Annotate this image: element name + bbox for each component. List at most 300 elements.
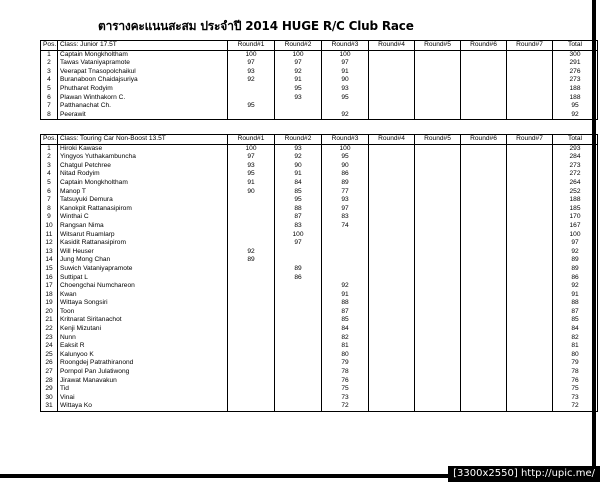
round4-cell	[369, 265, 415, 274]
driver-name-cell: Manop T	[58, 188, 228, 197]
round4-cell	[369, 144, 415, 153]
round2-cell	[275, 256, 322, 265]
round5-cell	[415, 59, 461, 68]
round4-cell	[369, 94, 415, 103]
round4-cell	[369, 76, 415, 85]
round6-cell	[461, 68, 507, 77]
driver-name-cell: Phutharet Rodyim	[58, 85, 228, 94]
total-cell: 79	[553, 359, 598, 368]
round7-cell	[507, 179, 553, 188]
round5-cell	[415, 144, 461, 153]
total-cell: 89	[553, 265, 598, 274]
round3-cell: 72	[322, 402, 369, 411]
total-cell: 276	[553, 68, 598, 77]
round5-cell	[415, 76, 461, 85]
total-header: Total	[553, 41, 598, 51]
table-row	[41, 291, 598, 300]
round5-cell	[415, 239, 461, 248]
round2-cell	[275, 111, 322, 120]
total-cell: 80	[553, 351, 598, 360]
round1-header: Round#1	[228, 41, 275, 51]
round6-cell	[461, 248, 507, 257]
round3-cell: 77	[322, 188, 369, 197]
pos-cell: 10	[41, 222, 58, 231]
round1-cell	[228, 402, 275, 411]
table-row	[41, 248, 598, 257]
pos-cell: 5	[41, 85, 58, 94]
round2-cell: 87	[275, 213, 322, 222]
round5-cell	[415, 316, 461, 325]
round1-cell	[228, 94, 275, 103]
round2-cell: 97	[275, 59, 322, 68]
round5-cell	[415, 308, 461, 317]
round1-cell: 90	[228, 188, 275, 197]
round6-cell	[461, 196, 507, 205]
round2-header: Round#2	[275, 41, 322, 51]
round5-cell	[415, 111, 461, 120]
round1-cell	[228, 213, 275, 222]
round5-cell	[415, 368, 461, 377]
round1-cell	[228, 342, 275, 351]
round4-cell	[369, 342, 415, 351]
round7-cell	[507, 274, 553, 283]
round6-cell	[461, 102, 507, 111]
table-row	[41, 196, 598, 205]
driver-name-cell: Tid	[58, 385, 228, 394]
round5-cell	[415, 394, 461, 403]
round4-cell	[369, 248, 415, 257]
round5-cell	[415, 377, 461, 386]
round6-cell	[461, 377, 507, 386]
driver-name-cell: Wittaya Ko	[58, 402, 228, 411]
round1-cell: 100	[228, 50, 275, 59]
total-cell: 88	[553, 299, 598, 308]
round3-cell: 91	[322, 291, 369, 300]
round5-cell	[415, 222, 461, 231]
driver-name-cell: Captain Mongkholtham	[58, 50, 228, 59]
driver-name-cell: Vinai	[58, 394, 228, 403]
round1-cell: 93	[228, 162, 275, 171]
round7-cell	[507, 50, 553, 59]
table-row	[41, 188, 598, 197]
round4-cell	[369, 179, 415, 188]
round3-cell: 100	[322, 50, 369, 59]
round1-cell: 93	[228, 68, 275, 77]
round4-cell	[369, 196, 415, 205]
total-cell: 188	[553, 85, 598, 94]
page-title: ตารางคะแนนสะสม ประจำปี 2014 HUGE R/C Club Race	[98, 19, 414, 33]
round3-cell	[322, 248, 369, 257]
round5-cell	[415, 213, 461, 222]
round2-cell: 86	[275, 274, 322, 283]
round7-cell	[507, 377, 553, 386]
driver-name-cell: Eaksit R	[58, 342, 228, 351]
round3-cell: 92	[322, 282, 369, 291]
total-cell: 273	[553, 162, 598, 171]
driver-name-cell: Will Heuser	[58, 248, 228, 257]
table-row	[41, 325, 598, 334]
round5-cell	[415, 265, 461, 274]
round6-cell	[461, 351, 507, 360]
total-cell: 272	[553, 170, 598, 179]
round2-cell	[275, 359, 322, 368]
round4-cell	[369, 102, 415, 111]
driver-name-cell: Jirawat Manavakun	[58, 377, 228, 386]
total-cell: 300	[553, 50, 598, 59]
round7-cell	[507, 170, 553, 179]
total-cell: 188	[553, 196, 598, 205]
round6-cell	[461, 188, 507, 197]
round6-cell	[461, 359, 507, 368]
round6-cell	[461, 334, 507, 343]
total-cell: 273	[553, 76, 598, 85]
round7-cell	[507, 316, 553, 325]
table-row	[41, 265, 598, 274]
round1-cell: 95	[228, 102, 275, 111]
total-cell: 100	[553, 231, 598, 240]
round2-cell	[275, 394, 322, 403]
pos-header: Pos.	[41, 41, 58, 51]
round1-cell	[228, 196, 275, 205]
total-cell: 86	[553, 274, 598, 283]
round5-cell	[415, 188, 461, 197]
round5-cell	[415, 179, 461, 188]
round7-cell	[507, 394, 553, 403]
driver-name-cell: Toon	[58, 308, 228, 317]
round1-cell	[228, 351, 275, 360]
round5-cell	[415, 205, 461, 214]
table-row	[41, 76, 598, 85]
round4-cell	[369, 85, 415, 94]
round5-cell	[415, 248, 461, 257]
round2-cell: 95	[275, 196, 322, 205]
round3-cell: 97	[322, 59, 369, 68]
round7-cell	[507, 196, 553, 205]
total-cell: 89	[553, 256, 598, 265]
driver-name-cell: Veerapat Tnasopolchaikul	[58, 68, 228, 77]
round2-cell	[275, 308, 322, 317]
table-row	[41, 316, 598, 325]
round6-cell	[461, 144, 507, 153]
round7-cell	[507, 256, 553, 265]
driver-name-cell: Kritnarat Siritanachot	[58, 316, 228, 325]
round3-cell: 80	[322, 351, 369, 360]
round4-cell	[369, 256, 415, 265]
table-row	[41, 153, 598, 162]
pos-cell: 26	[41, 359, 58, 368]
round4-cell	[369, 111, 415, 120]
round3-cell: 84	[322, 325, 369, 334]
total-cell: 92	[553, 248, 598, 257]
round6-cell	[461, 282, 507, 291]
round2-cell: 93	[275, 144, 322, 153]
pos-cell: 31	[41, 402, 58, 411]
round3-cell: 86	[322, 170, 369, 179]
table-row	[41, 342, 598, 351]
pos-cell: 5	[41, 179, 58, 188]
pos-cell: 20	[41, 308, 58, 317]
round5-header: Round#5	[415, 41, 461, 51]
pos-cell: 18	[41, 291, 58, 300]
round6-cell	[461, 59, 507, 68]
pos-cell: 15	[41, 265, 58, 274]
round5-cell	[415, 94, 461, 103]
round1-cell: 97	[228, 59, 275, 68]
round6-cell	[461, 368, 507, 377]
table-row	[41, 162, 598, 171]
total-cell: 97	[553, 239, 598, 248]
pos-cell: 8	[41, 205, 58, 214]
round5-cell	[415, 85, 461, 94]
round7-cell	[507, 68, 553, 77]
table-row	[41, 213, 598, 222]
round7-header: Round#7	[507, 135, 553, 145]
round2-cell: 84	[275, 179, 322, 188]
pos-cell: 4	[41, 76, 58, 85]
total-cell: 82	[553, 334, 598, 343]
round2-cell: 92	[275, 68, 322, 77]
round1-cell	[228, 385, 275, 394]
round1-cell: 100	[228, 144, 275, 153]
round4-cell	[369, 316, 415, 325]
round1-cell: 91	[228, 179, 275, 188]
table-row	[41, 102, 598, 111]
round4-cell	[369, 334, 415, 343]
round1-cell: 92	[228, 248, 275, 257]
round7-cell	[507, 231, 553, 240]
round6-cell	[461, 76, 507, 85]
round7-cell	[507, 385, 553, 394]
round4-cell	[369, 359, 415, 368]
round4-cell	[369, 170, 415, 179]
round7-cell	[507, 359, 553, 368]
pos-cell: 13	[41, 248, 58, 257]
round1-cell	[228, 377, 275, 386]
round5-cell	[415, 291, 461, 300]
round2-cell	[275, 299, 322, 308]
total-cell: 167	[553, 222, 598, 231]
round2-cell: 85	[275, 188, 322, 197]
table-row	[41, 68, 598, 77]
round7-cell	[507, 351, 553, 360]
round3-cell	[322, 265, 369, 274]
round1-cell	[228, 325, 275, 334]
round1-cell	[228, 308, 275, 317]
pos-cell: 23	[41, 334, 58, 343]
round3-cell: 95	[322, 94, 369, 103]
round1-header: Round#1	[228, 135, 275, 145]
round3-cell: 89	[322, 179, 369, 188]
round7-cell	[507, 308, 553, 317]
round2-cell: 91	[275, 170, 322, 179]
pos-cell: 22	[41, 325, 58, 334]
round2-cell	[275, 102, 322, 111]
pos-cell: 11	[41, 231, 58, 240]
round3-cell: 74	[322, 222, 369, 231]
round6-cell	[461, 325, 507, 334]
driver-name-cell: Wittaya Songsiri	[58, 299, 228, 308]
round2-header: Round#2	[275, 135, 322, 145]
total-cell: 76	[553, 377, 598, 386]
pos-cell: 2	[41, 153, 58, 162]
round5-cell	[415, 256, 461, 265]
round2-cell: 91	[275, 76, 322, 85]
total-cell: 188	[553, 94, 598, 103]
round4-cell	[369, 274, 415, 283]
round6-header: Round#6	[461, 41, 507, 51]
table-header-row	[41, 41, 598, 51]
pos-cell: 7	[41, 196, 58, 205]
round2-cell: 90	[275, 162, 322, 171]
pos-cell: 27	[41, 368, 58, 377]
total-cell: 92	[553, 282, 598, 291]
round4-cell	[369, 50, 415, 59]
round2-cell: 100	[275, 50, 322, 59]
pos-cell: 24	[41, 342, 58, 351]
table-row	[41, 239, 598, 248]
table-row	[41, 170, 598, 179]
total-cell: 72	[553, 402, 598, 411]
round2-cell	[275, 334, 322, 343]
round5-cell	[415, 402, 461, 411]
total-cell: 185	[553, 205, 598, 214]
round3-cell: 91	[322, 68, 369, 77]
round5-cell	[415, 359, 461, 368]
round5-cell	[415, 282, 461, 291]
driver-name-cell: Kalunyoo K	[58, 351, 228, 360]
round4-cell	[369, 231, 415, 240]
round1-cell	[228, 394, 275, 403]
table-row	[41, 50, 598, 59]
round3-cell: 78	[322, 368, 369, 377]
junior-standings-table	[40, 40, 598, 120]
round1-cell	[228, 222, 275, 231]
round6-cell	[461, 394, 507, 403]
round7-cell	[507, 248, 553, 257]
driver-name-cell: Buranaboon Chaidajsuriya	[58, 76, 228, 85]
table-row	[41, 222, 598, 231]
pos-cell: 17	[41, 282, 58, 291]
round2-cell	[275, 316, 322, 325]
round6-cell	[461, 153, 507, 162]
round4-cell	[369, 59, 415, 68]
driver-name-cell: Jung Mong Chan	[58, 256, 228, 265]
table-row	[41, 351, 598, 360]
round6-cell	[461, 94, 507, 103]
round3-cell: 75	[322, 385, 369, 394]
class-label: Class: Touring Car Non-Boost 13.5T	[58, 135, 228, 145]
round3-cell: 97	[322, 205, 369, 214]
round2-cell	[275, 325, 322, 334]
table-row	[41, 377, 598, 386]
pos-cell: 1	[41, 144, 58, 153]
table-row	[41, 179, 598, 188]
round6-cell	[461, 256, 507, 265]
total-cell: 73	[553, 394, 598, 403]
round7-cell	[507, 188, 553, 197]
round6-cell	[461, 239, 507, 248]
round1-cell	[228, 205, 275, 214]
round1-cell	[228, 282, 275, 291]
round2-cell	[275, 385, 322, 394]
table-row	[41, 59, 598, 68]
round3-cell: 90	[322, 162, 369, 171]
round3-cell: 90	[322, 76, 369, 85]
total-cell: 91	[553, 291, 598, 300]
round7-cell	[507, 291, 553, 300]
round5-cell	[415, 170, 461, 179]
round4-cell	[369, 239, 415, 248]
pos-cell: 2	[41, 59, 58, 68]
round5-cell	[415, 299, 461, 308]
round7-cell	[507, 144, 553, 153]
round1-cell	[228, 274, 275, 283]
round6-header: Round#6	[461, 135, 507, 145]
round5-cell	[415, 385, 461, 394]
round7-cell	[507, 265, 553, 274]
round4-cell	[369, 291, 415, 300]
round4-header: Round#4	[369, 41, 415, 51]
driver-name-cell: Kwan	[58, 291, 228, 300]
round7-cell	[507, 205, 553, 214]
round6-cell	[461, 265, 507, 274]
round1-cell	[228, 239, 275, 248]
round1-cell	[228, 316, 275, 325]
pos-cell: 25	[41, 351, 58, 360]
round2-cell: 100	[275, 231, 322, 240]
driver-name-cell: Kasidit Rattanasipirom	[58, 239, 228, 248]
round1-cell: 95	[228, 170, 275, 179]
round4-cell	[369, 222, 415, 231]
round4-cell	[369, 368, 415, 377]
round1-cell: 97	[228, 153, 275, 162]
round7-cell	[507, 222, 553, 231]
round2-cell: 97	[275, 239, 322, 248]
round5-cell	[415, 68, 461, 77]
driver-name-cell: Roongdej Patrathiranond	[58, 359, 228, 368]
pos-cell: 21	[41, 316, 58, 325]
round3-cell	[322, 274, 369, 283]
pos-cell: 19	[41, 299, 58, 308]
round4-cell	[369, 325, 415, 334]
round1-cell	[228, 359, 275, 368]
round7-cell	[507, 368, 553, 377]
round5-header: Round#5	[415, 135, 461, 145]
driver-name-cell: Nunn	[58, 334, 228, 343]
round4-cell	[369, 153, 415, 162]
touring-car-standings-table	[40, 134, 598, 412]
round2-cell	[275, 342, 322, 351]
table-row	[41, 368, 598, 377]
round7-cell	[507, 299, 553, 308]
round7-cell	[507, 342, 553, 351]
pos-cell: 3	[41, 68, 58, 77]
pos-cell: 9	[41, 213, 58, 222]
round2-cell: 89	[275, 265, 322, 274]
total-cell: 264	[553, 179, 598, 188]
pos-cell: 7	[41, 102, 58, 111]
pos-cell: 3	[41, 162, 58, 171]
table-row	[41, 359, 598, 368]
round2-cell: 93	[275, 94, 322, 103]
pos-cell: 8	[41, 111, 58, 120]
table-row	[41, 274, 598, 283]
pos-cell: 6	[41, 94, 58, 103]
driver-name-cell: Rangsan Nima	[58, 222, 228, 231]
round1-cell: 89	[228, 256, 275, 265]
round6-cell	[461, 274, 507, 283]
table-row	[41, 334, 598, 343]
